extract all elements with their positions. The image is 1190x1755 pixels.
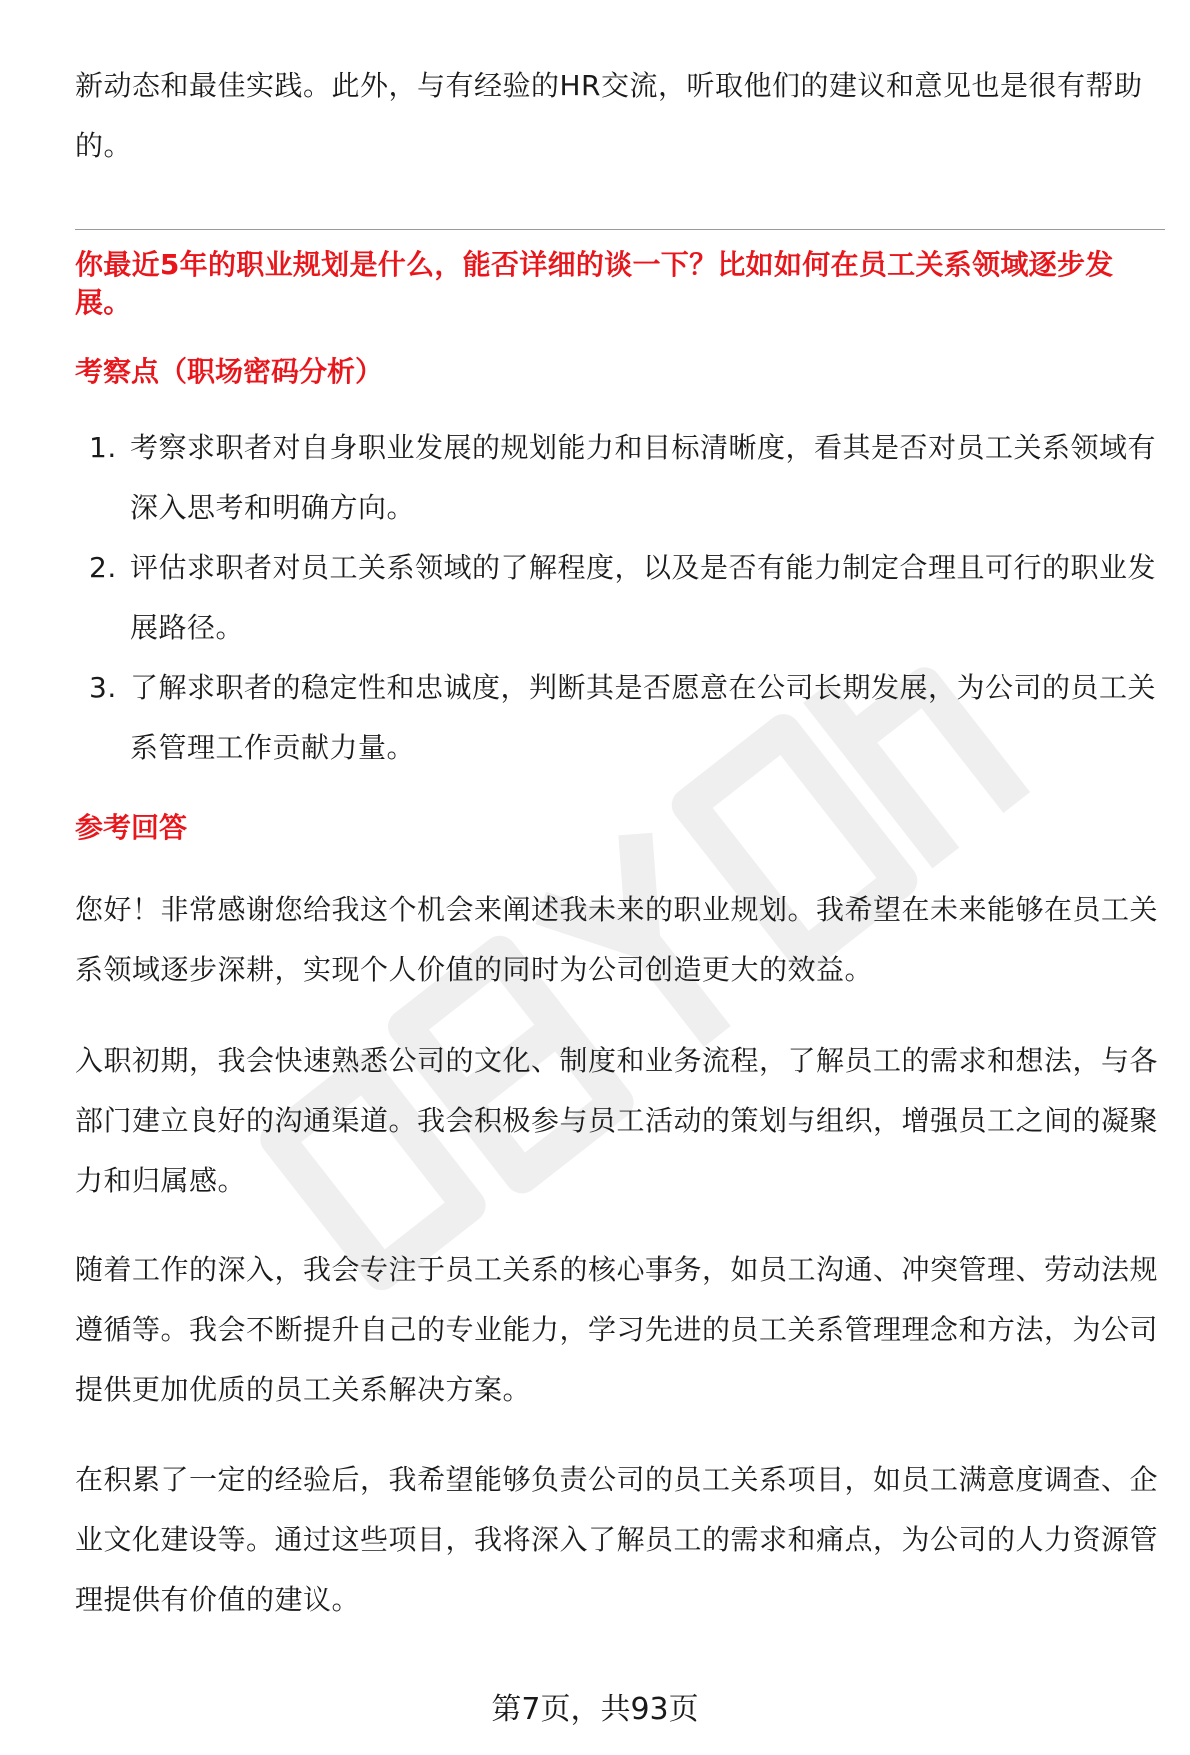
list-item <box>75 418 1165 538</box>
intro-paragraph: 新动态和最佳实践。此外，与有经验的HR交流，听取他们的建议和意见也是很有帮助的。 <box>75 69 1143 162</box>
analysis-heading: 考察点（职场密码分析） <box>75 355 384 388</box>
answer-heading: 参考回答 <box>75 811 188 844</box>
section-divider <box>75 229 1165 230</box>
answer-paragraph: 您好！非常感谢您给我这个机会来阐述我未来的职业规划。我希望在未来能够在员工关系领域逐步深耕，实现个人价值的同时为公司创造更大的效益。 <box>75 893 1159 986</box>
answer-paragraph: 随着工作的深入，我会专注于员工关系的核心事务，如员工沟通、冲突管理、劳动法规遵循等。我会不断提升自己的专业能力，学习先进的员工关系管理理念和方法，为公司提供更加优质的员工关系解决方案。 <box>75 1253 1159 1406</box>
list-item-number: 3. <box>89 671 117 704</box>
list-item <box>75 658 1165 778</box>
page-number: 第7页，共93页 <box>491 1692 699 1727</box>
list-item-number: 2. <box>89 551 117 584</box>
list-item-text: 考察求职者对自身职业发展的规划能力和目标清晰度，看其是否对员工关系领域有深入思考和明确方向。 <box>130 431 1157 524</box>
list-item <box>75 538 1165 658</box>
answer-paragraph: 在积累了一定的经验后，我希望能够负责公司的员工关系项目，如员工满意度调查、企业文化建设等。通过这些项目，我将深入了解员工的需求和痛点，为公司的人力资源管理提供有价值的建议。 <box>75 1463 1159 1616</box>
list-item-number: 1. <box>89 431 117 464</box>
list-item-text: 了解求职者的稳定性和忠诚度，判断其是否愿意在公司长期发展，为公司的员工关系管理工作贡献力量。 <box>130 671 1157 764</box>
answer-paragraph: 入职初期，我会快速熟悉公司的文化、制度和业务流程，了解员工的需求和想法，与各部门建立良好的沟通渠道。我会积极参与员工活动的策划与组织，增强员工之间的凝聚力和归属感。 <box>75 1044 1159 1197</box>
interview-question: 你最近5年的职业规划是什么，能否详细的谈一下？比如如何在员工关系领域逐步发展。 <box>75 248 1114 319</box>
list-item-text: 评估求职者对员工关系领域的了解程度，以及是否有能力制定合理且可行的职业发展路径。 <box>130 551 1157 644</box>
analysis-list <box>75 418 1165 778</box>
